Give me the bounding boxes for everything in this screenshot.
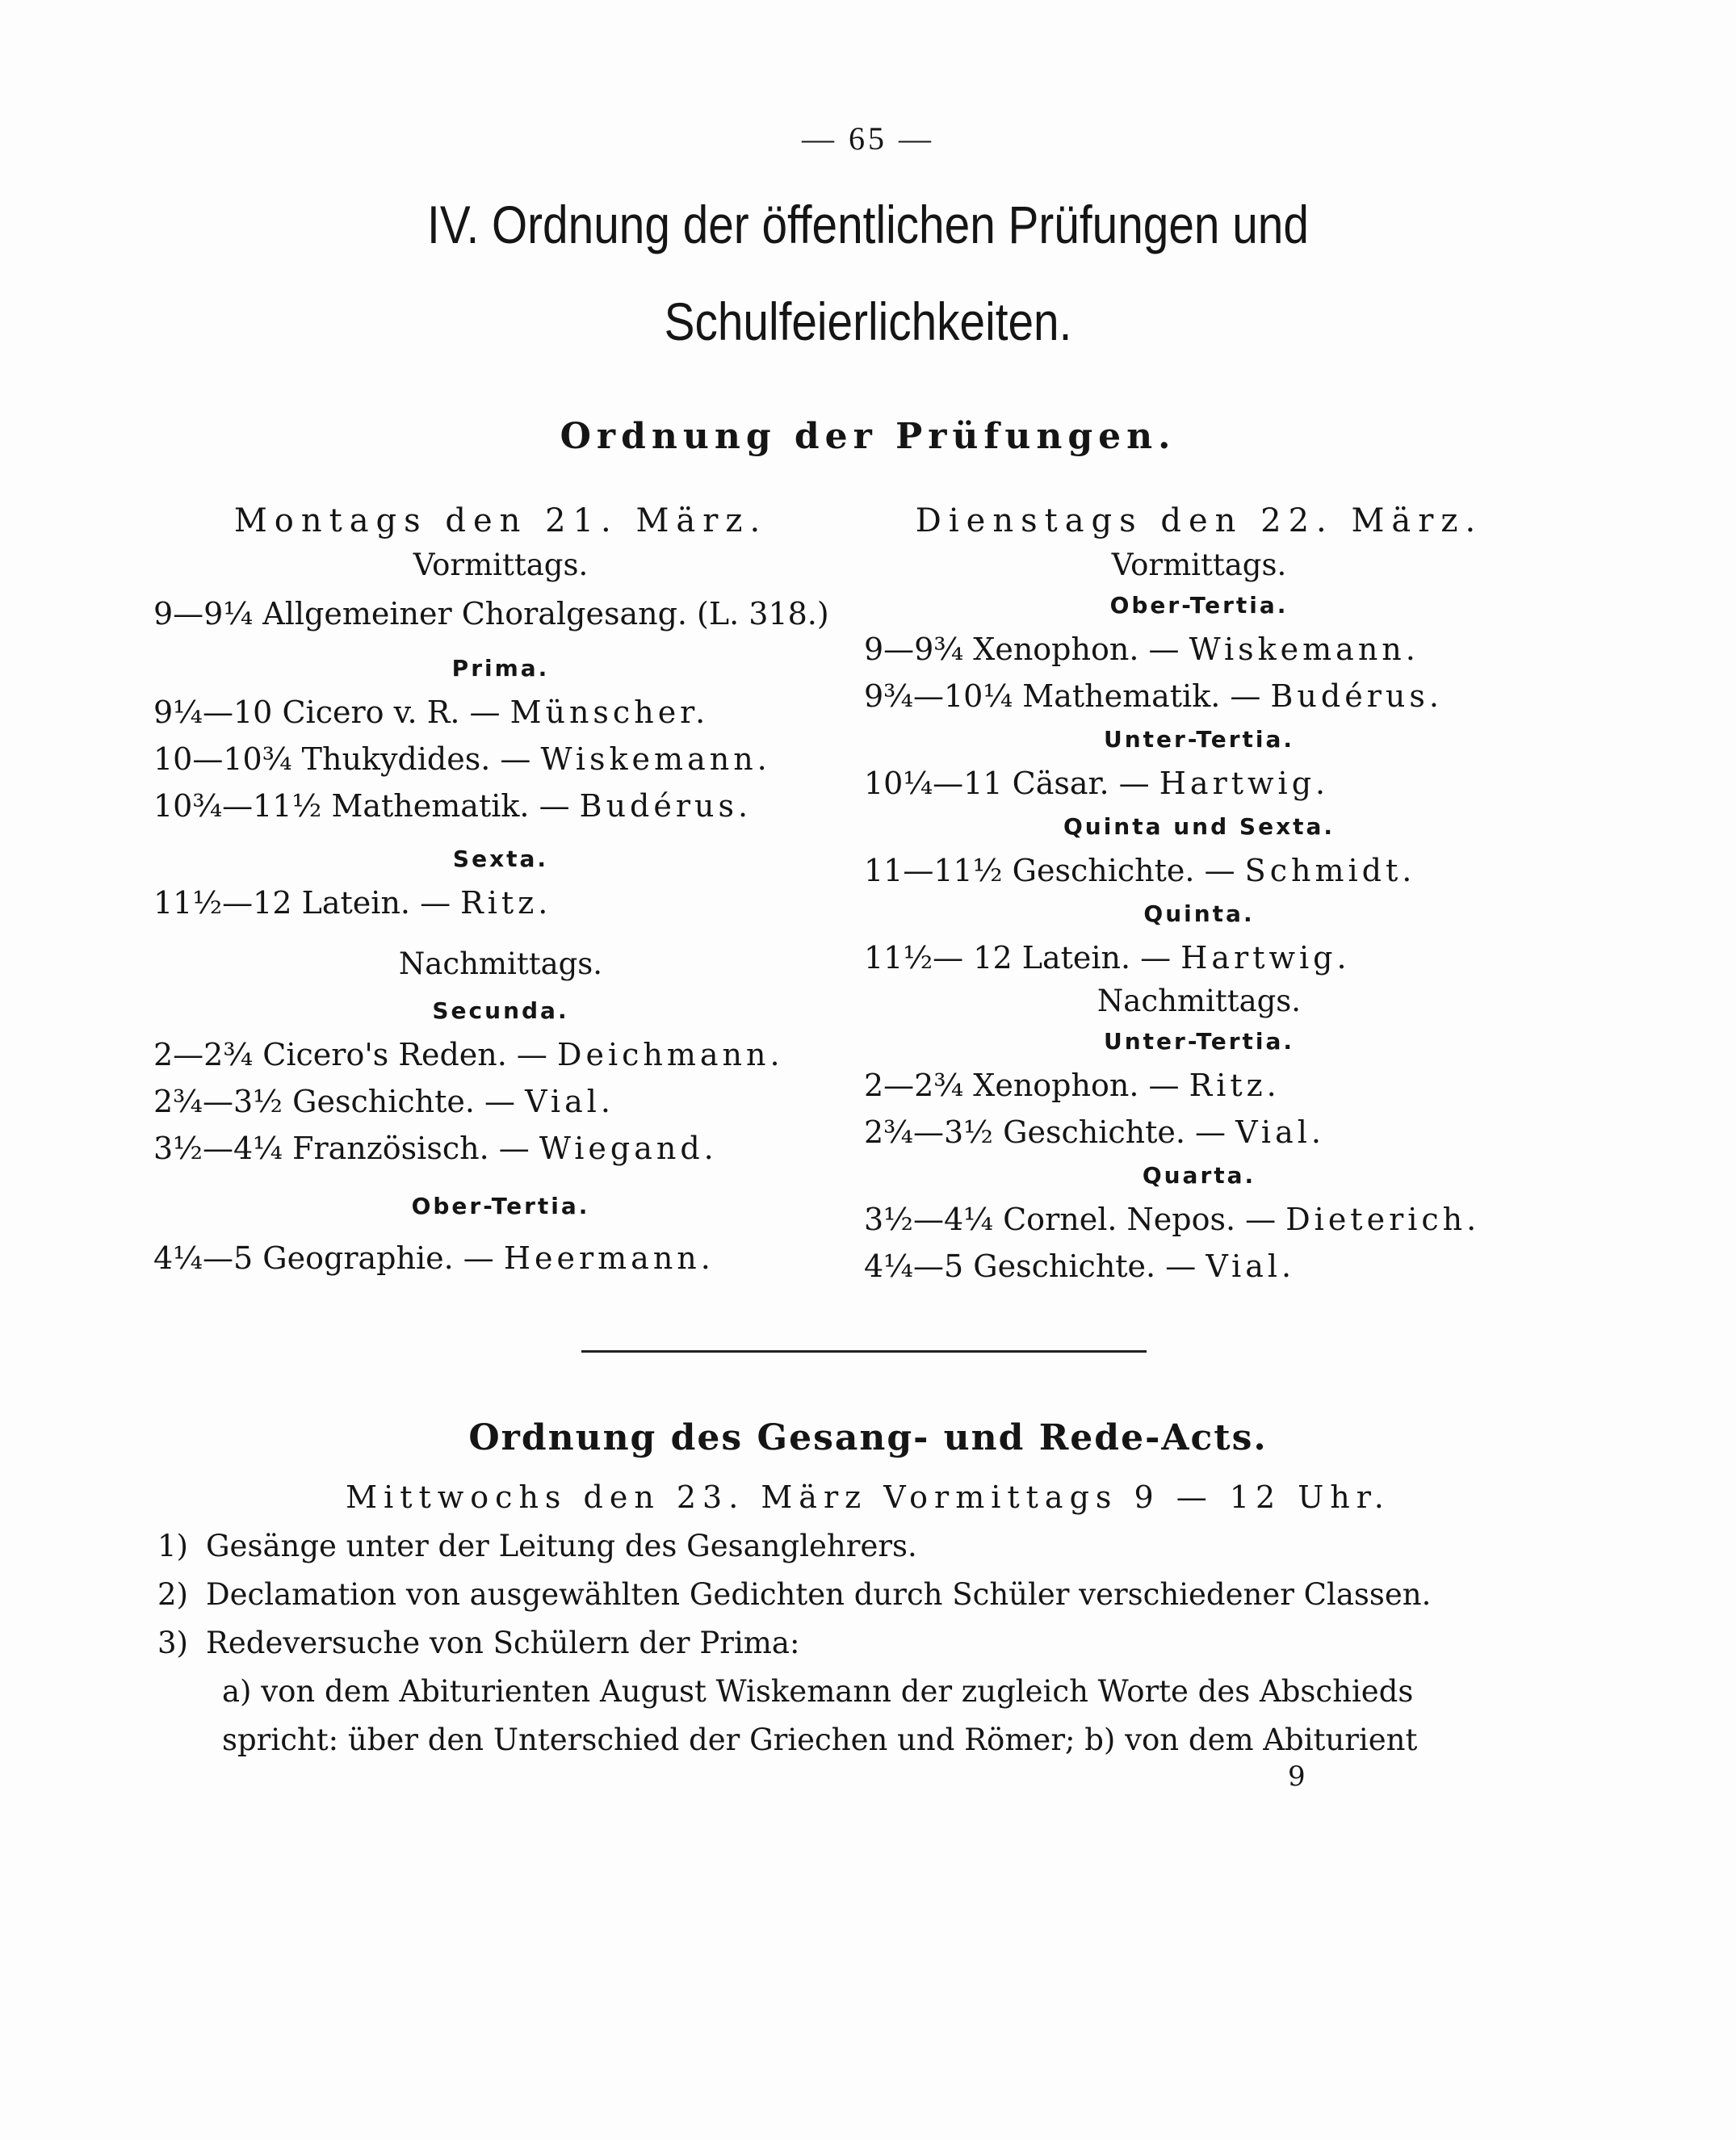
tuesday-day-heading: Dienstags den 22. März.: [915, 502, 1483, 539]
exam-entry: [153, 1235, 848, 1282]
class-label-ober-tertia: Ober-Tertia.: [1109, 592, 1289, 619]
class-label-unter-tertia-pm: Unter-Tertia.: [1103, 1028, 1295, 1055]
entry-subject: Thukydides. —: [301, 741, 531, 777]
entry-text: Allgemeiner Choralgesang. (L. 318.): [262, 596, 829, 632]
class-label-secunda: Secunda.: [432, 997, 569, 1024]
item-number: 2): [157, 1577, 188, 1612]
subitem-line: a) von dem Abiturienten August Wiskemann der zugleich Worte des Abschieds: [222, 1674, 1414, 1709]
entry-time: 10¾—11½: [153, 788, 322, 824]
class-label-ober-tertia: Ober-Tertia.: [411, 1193, 590, 1219]
entry-subject: Xenophon. —: [973, 632, 1180, 667]
entry-subject: Geschichte. —: [973, 1248, 1197, 1284]
entry-teacher: Wiegand.: [539, 1131, 718, 1166]
entry-subject: Mathematik. —: [1022, 678, 1261, 714]
entry-subject: Geschichte. —: [1003, 1114, 1227, 1150]
entry-teacher: Budérus.: [579, 788, 753, 824]
entry-subject: Cicero v. R. —: [282, 694, 501, 730]
entry-time: 11—11½: [864, 853, 1003, 888]
exam-entry: [864, 934, 1534, 981]
entry-time: 9—9¼: [153, 596, 254, 632]
entry-time: 3½—4¼: [864, 1202, 994, 1237]
class-label-quarta: Quarta.: [1142, 1162, 1256, 1189]
exam-entry: [864, 1196, 1534, 1243]
class-label-quinta-sexta: Quinta und Sexta.: [1063, 813, 1336, 840]
entry-time: 10—10¾: [153, 741, 292, 777]
section-title-line-1: IV. Ordnung der öffentlichen Prüfungen und: [427, 195, 1309, 254]
entry-subject: Mathematik. —: [331, 788, 570, 824]
entry-subject: Xenophon. —: [973, 1068, 1180, 1103]
entry-time: 2—2¾: [153, 1037, 254, 1072]
monday-day-heading: Montags den 21. März.: [233, 502, 768, 539]
page-number: — 65 —: [802, 120, 934, 157]
entry-subject: Geschichte. —: [1012, 853, 1235, 888]
item-number: 1): [157, 1529, 188, 1563]
entry-time: 4¼—5: [864, 1248, 964, 1284]
exam-entry: [153, 1125, 848, 1172]
exam-entry: [864, 1243, 1534, 1290]
monday-column: [153, 497, 848, 1282]
entry-time: 2¾—3½: [153, 1084, 283, 1119]
entry-teacher: Hartwig.: [1159, 766, 1330, 801]
exam-entry: [153, 783, 848, 829]
entry-time: 2—2¾: [864, 1068, 964, 1103]
exam-entry: [153, 736, 848, 783]
entry-teacher: Vial.: [525, 1084, 614, 1119]
entry-teacher: Hartwig.: [1180, 940, 1351, 976]
entry-subject: Geschichte. —: [292, 1084, 516, 1119]
entry-teacher: Heermann.: [503, 1240, 715, 1276]
entry-teacher: Münscher.: [509, 694, 710, 730]
subitem-line: spricht: über den Unterschied der Griechen und Römer; b) von dem Abiturient: [222, 1722, 1418, 1757]
entry-teacher: Budérus.: [1270, 678, 1443, 714]
list-item: [157, 1626, 799, 1660]
exam-entry: [153, 1031, 848, 1078]
section-divider: [581, 1350, 1147, 1353]
entry-time: 2¾—3½: [864, 1114, 994, 1150]
monday-morning-label: Vormittags.: [413, 548, 589, 582]
entry-subject: Cicero's Reden. —: [262, 1037, 547, 1072]
class-label-quinta: Quinta.: [1143, 900, 1255, 927]
entry-teacher: Wiskemann.: [540, 741, 771, 777]
exam-entry: [153, 879, 848, 926]
entry-time: 9—9¾: [864, 632, 964, 667]
item-text: Gesänge unter der Leitung des Gesanglehrers.: [206, 1529, 917, 1563]
exam-entry: [864, 673, 1534, 720]
entry-time: 11½— 12: [864, 940, 1013, 976]
entry-teacher: Deichmann.: [557, 1037, 784, 1072]
acts-subheading: Mittwochs den 23. März Vormittags 9 — 12 Uhr.: [346, 1479, 1390, 1515]
exam-entry: [864, 626, 1534, 673]
monday-opening-entry: [153, 590, 848, 637]
exam-entry: [864, 847, 1534, 894]
entry-time: 3½—4¼: [153, 1131, 283, 1166]
entry-subject: Cäsar. —: [1012, 766, 1150, 801]
entry-teacher: Ritz.: [460, 885, 552, 921]
item-text: Declamation von ausgewählten Gedichten durch Schüler verschiedener Classen.: [206, 1577, 1432, 1612]
tuesday-morning-label: Vormittags.: [1111, 548, 1287, 582]
tuesday-afternoon-label: Nachmittags.: [1097, 984, 1302, 1018]
tuesday-column: [864, 497, 1534, 1290]
exam-entry: [864, 760, 1534, 807]
entry-teacher: Schmidt.: [1244, 853, 1416, 888]
entry-teacher: Wiskemann.: [1189, 632, 1419, 667]
entry-time: 4¼—5: [153, 1240, 254, 1276]
list-item: [157, 1577, 1431, 1612]
section-title-line-2: Schulfeierlichkeiten.: [664, 292, 1072, 351]
entry-time: 9¼—10: [153, 694, 273, 730]
entry-teacher: Ritz.: [1189, 1068, 1281, 1103]
class-label-prima: Prima.: [451, 655, 550, 682]
class-label-sexta: Sexta.: [452, 846, 549, 872]
entry-subject: Französisch. —: [292, 1131, 530, 1166]
exams-heading: Ordnung der Prüfungen.: [560, 416, 1176, 457]
entry-subject: Cornel. Nepos. —: [1003, 1202, 1277, 1237]
entry-subject: Latein. —: [1021, 940, 1172, 976]
entry-teacher: Vial.: [1235, 1114, 1325, 1150]
entry-subject: Geographie. —: [262, 1240, 494, 1276]
item-number: 3): [157, 1626, 188, 1660]
exam-entry: [153, 689, 848, 736]
item-text: Redeversuche von Schülern der Prima:: [206, 1626, 800, 1660]
monday-afternoon-label: Nachmittags.: [398, 946, 603, 981]
class-label-unter-tertia: Unter-Tertia.: [1103, 726, 1295, 753]
exam-entry: [864, 1062, 1534, 1109]
entry-time: 10¼—11: [864, 766, 1003, 801]
entry-teacher: Dieterich.: [1285, 1202, 1481, 1237]
exam-entry: [864, 1109, 1534, 1156]
entry-time: 9¾—10¼: [864, 678, 1013, 714]
entry-time: 11½—12: [153, 885, 292, 921]
exam-entry: [153, 1078, 848, 1125]
acts-heading: Ordnung des Gesang- und Rede-Acts.: [468, 1417, 1268, 1458]
list-item: [157, 1529, 917, 1563]
signature-mark: 9: [1288, 1760, 1306, 1793]
entry-subject: Latein. —: [301, 885, 451, 921]
entry-teacher: Vial.: [1206, 1248, 1296, 1284]
